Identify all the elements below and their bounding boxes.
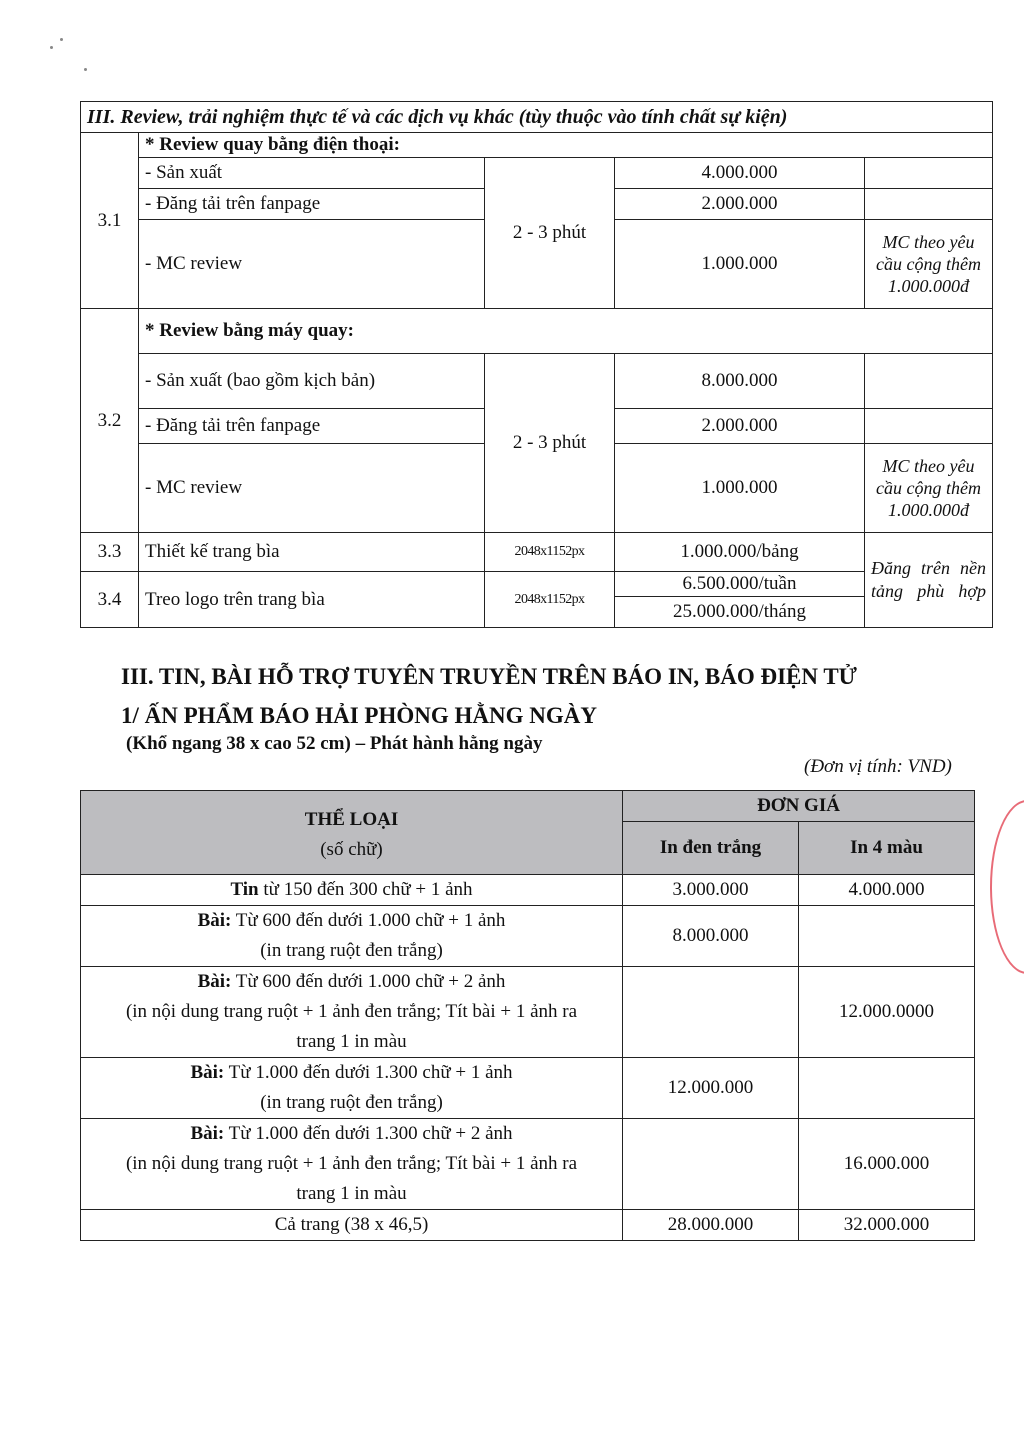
item-note xyxy=(865,158,993,189)
header-category-sub: (số chữ) xyxy=(320,838,383,860)
item-price: 2.000.000 xyxy=(615,189,865,220)
print-price-table xyxy=(80,790,975,1241)
item-note: MC theo yêu cầu cộng thêm 1.000.000đ xyxy=(865,220,993,309)
official-seal xyxy=(990,800,1024,974)
scan-speck xyxy=(60,38,63,41)
row-number: 3.2 xyxy=(81,309,139,533)
header-price: ĐƠN GIÁ xyxy=(623,791,975,822)
scan-speck xyxy=(84,68,87,71)
header-category-label: THỂ LOẠI xyxy=(304,808,399,830)
category-cell: Bài: Từ 600 đến dưới 1.000 chữ + 2 ảnh (in nội dung trang ruột + 1 ảnh đen trắng; Tít bài + 1 ảnh ra trang 1 in màu xyxy=(81,967,623,1058)
item-label: - MC review xyxy=(139,444,485,533)
print-section-title: III. TIN, BÀI HỖ TRỢ TUYÊN TRUYỀN TRÊN BÁO IN, BÁO ĐIỆN TỬ xyxy=(121,664,857,689)
item-price: 2.000.000 xyxy=(615,409,865,444)
platform-note: Đăng trên nền tảng phù hợp xyxy=(865,533,993,628)
table-row xyxy=(81,906,975,967)
item-price-month: 25.000.000/tháng xyxy=(615,597,865,628)
category-cell: Bài: Từ 1.000 đến dưới 1.300 chữ + 2 ảnh (in nội dung trang ruột + 1 ảnh đen trắng; Tít bài + 1 ảnh ra trang 1 in màu xyxy=(81,1119,623,1210)
bw-price: 3.000.000 xyxy=(623,875,799,906)
item-label: Thiết kế trang bìa xyxy=(139,533,485,572)
table-row xyxy=(81,1210,975,1241)
category-cell: Cả trang (38 x 46,5) xyxy=(81,1210,623,1241)
unit-note: (Đơn vị tính: VND) xyxy=(804,756,952,777)
item-size: 2048x1152px xyxy=(485,533,615,572)
bw-price xyxy=(623,967,799,1058)
item-note xyxy=(865,354,993,409)
item-label: - MC review xyxy=(139,220,485,309)
color-price: 12.000.0000 xyxy=(799,967,975,1058)
header-bw: In đen trắng xyxy=(623,822,799,875)
color-price: 4.000.000 xyxy=(799,875,975,906)
header-category xyxy=(81,791,623,875)
color-price xyxy=(799,1058,975,1119)
scan-speck xyxy=(50,46,53,49)
section-heading: III. Review, trải nghiệm thực tế và các dịch vụ khác (tùy thuộc vào tính chất sự kiện) xyxy=(81,102,993,133)
item-label: - Đăng tải trên fanpage xyxy=(139,189,485,220)
format-note: (Khổ ngang 38 x cao 52 cm) – Phát hành hằng ngày xyxy=(126,733,543,754)
row-number: 3.4 xyxy=(81,572,139,628)
group-label: * Review bằng máy quay: xyxy=(139,309,993,354)
category-cell: Tin từ 150 đến 300 chữ + 1 ảnh xyxy=(81,875,623,906)
table-row xyxy=(81,967,975,1058)
table-row xyxy=(81,875,975,906)
item-label: - Sản xuất (bao gồm kịch bản) xyxy=(139,354,485,409)
color-price: 16.000.000 xyxy=(799,1119,975,1210)
item-size: 2048x1152px xyxy=(485,572,615,628)
table-row xyxy=(81,1058,975,1119)
category-cell: Bài: Từ 1.000 đến dưới 1.300 chữ + 1 ảnh (in trang ruột đen trắng) xyxy=(81,1058,623,1119)
item-price: 1.000.000 xyxy=(615,220,865,309)
bw-price: 8.000.000 xyxy=(623,906,799,967)
item-note xyxy=(865,189,993,220)
print-subtitle: 1/ ẤN PHẨM BÁO HẢI PHÒNG HẰNG NGÀY xyxy=(121,703,597,728)
item-note xyxy=(865,409,993,444)
group-label: * Review quay bằng điện thoại: xyxy=(139,133,993,158)
item-note: MC theo yêu cầu cộng thêm 1.000.000đ xyxy=(865,444,993,533)
bw-price: 12.000.000 xyxy=(623,1058,799,1119)
item-price-week: 6.500.000/tuần xyxy=(615,572,865,597)
table-row xyxy=(81,1119,975,1210)
row-number: 3.3 xyxy=(81,533,139,572)
category-cell: Bài: Từ 600 đến dưới 1.000 chữ + 1 ảnh (in trang ruột đen trắng) xyxy=(81,906,623,967)
header-color: In 4 màu xyxy=(799,822,975,875)
services-table xyxy=(80,101,993,628)
color-price xyxy=(799,906,975,967)
bw-price: 28.000.000 xyxy=(623,1210,799,1241)
item-label: - Đăng tải trên fanpage xyxy=(139,409,485,444)
duration: 2 - 3 phút xyxy=(485,158,615,309)
bw-price xyxy=(623,1119,799,1210)
item-price: 8.000.000 xyxy=(615,354,865,409)
item-price: 1.000.000 xyxy=(615,444,865,533)
item-price: 1.000.000/bảng xyxy=(615,533,865,572)
item-label: - Sản xuất xyxy=(139,158,485,189)
color-price: 32.000.000 xyxy=(799,1210,975,1241)
item-label: Treo logo trên trang bìa xyxy=(139,572,485,628)
item-price: 4.000.000 xyxy=(615,158,865,189)
row-number: 3.1 xyxy=(81,133,139,309)
duration: 2 - 3 phút xyxy=(485,354,615,533)
